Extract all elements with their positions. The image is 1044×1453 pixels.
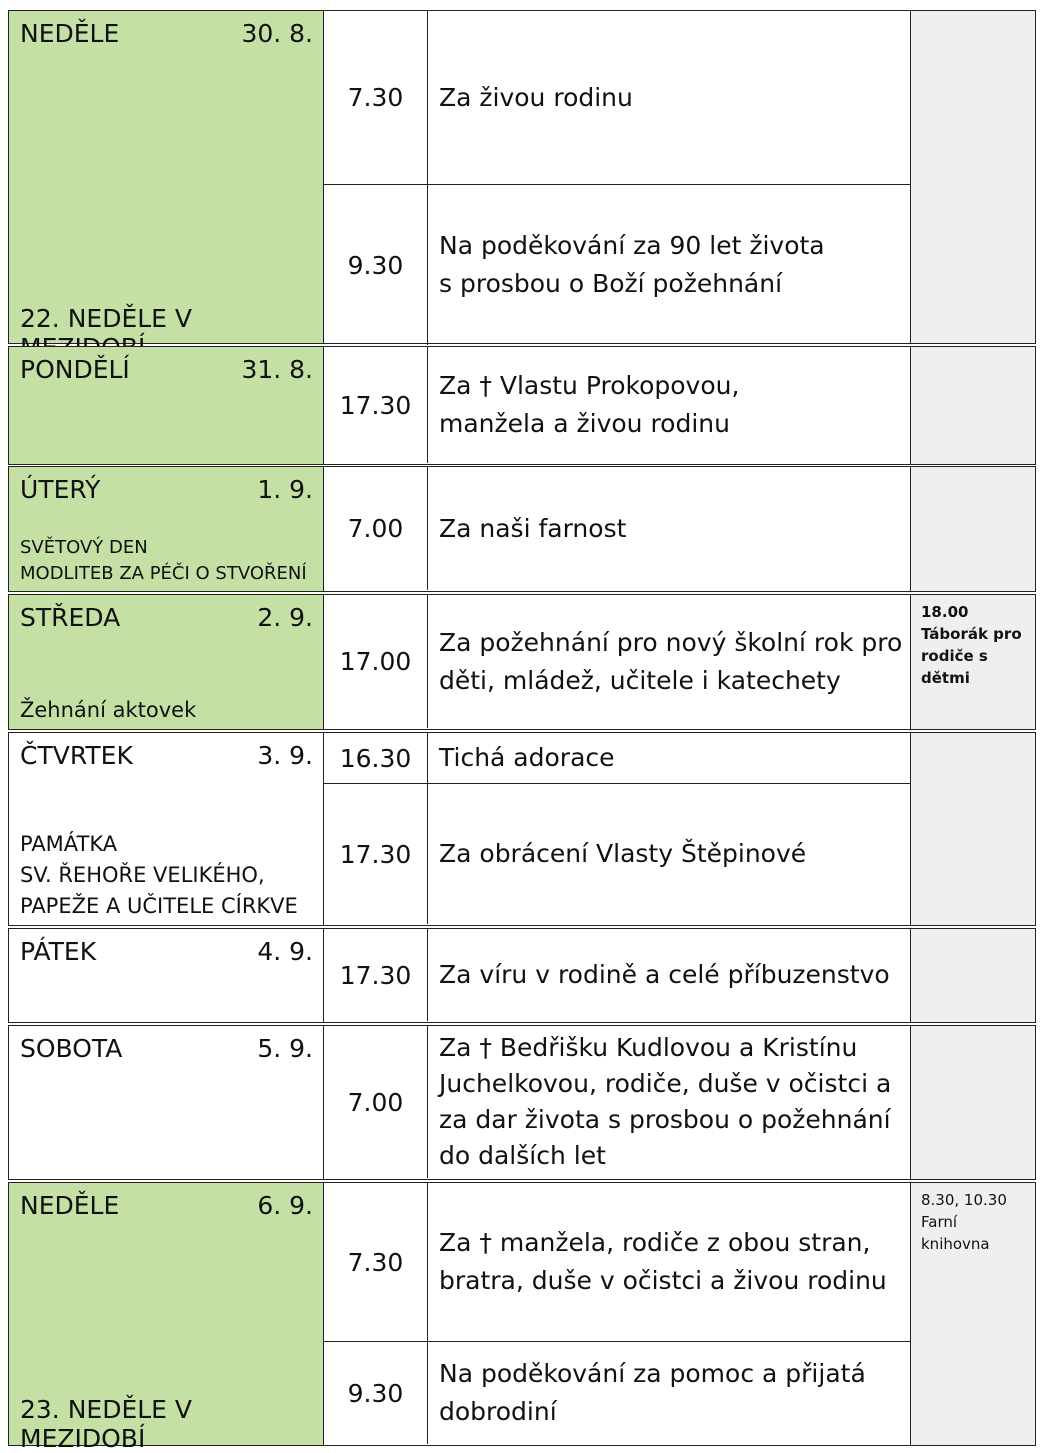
mass-time: 7.30 [324,11,428,184]
mass-intention: Za † Vlastu Prokopovou, manžela a živou rodinu [439,371,740,438]
note-cell [910,467,1035,591]
mass-time: 16.30 [324,733,428,783]
mass-intention: Za víru v rodině a celé příbuzenstvo [439,960,890,989]
day-date: 5. 9. [257,1034,313,1063]
mass-time: 7.00 [324,467,428,590]
day-block-saturday [8,1025,1036,1180]
day-cell [9,11,324,343]
day-cell [9,595,324,729]
day-name: ČTVRTEK [20,741,133,770]
day-date: 3. 9. [257,741,313,770]
day-block-wednesday [8,594,1036,730]
mass-intention: Za požehnání pro nový školní rok pro děti, mládež, učitele i katechety [439,627,903,695]
day-cell [9,733,324,925]
event-note: 18.00 Táborák pro rodiče s dětmi [921,603,1022,687]
note-cell [910,347,1035,464]
note-cell [910,929,1035,1022]
mass-time: 17.30 [324,783,428,924]
adoration-label: Tichá adorace [439,743,615,772]
day-cell [9,347,324,464]
day-block-sunday-6-9 [8,1182,1036,1453]
day-name: STŘEDA [20,603,121,632]
liturgical-title: SVĚTOVÝ DEN MODLITEB ZA PÉČI O STVOŘENÍ [20,537,307,584]
day-name: NEDĚLE [20,1191,120,1220]
day-name: PONDĚLÍ [20,355,130,384]
day-date: 1. 9. [257,475,313,504]
note-cell [910,1026,1035,1179]
day-name: NEDĚLE [20,19,120,48]
day-name: ÚTERÝ [20,475,101,504]
day-date: 31. 8. [241,355,313,384]
day-block-monday [8,346,1036,465]
mass-time: 7.30 [324,1183,428,1341]
mass-time: 17.00 [324,595,428,728]
mass-intention: Za živou rodinu [439,82,633,112]
mass-intention: Na poděkování za 90 let života s prosbou o Boží požehnání [428,184,910,345]
note-cell [910,595,1035,729]
liturgical-title: 23. NEDĚLE V MEZIDOBÍ [20,1395,193,1453]
day-date: 2. 9. [257,603,313,632]
mass-intention: Za † manžela, rodiče z obou stran, bratra, duše v očistci a živou rodinu [439,1228,887,1295]
mass-time: 9.30 [324,184,428,345]
day-cell [9,1026,324,1179]
mass-intention: Za obrácení Vlasty Štěpinové [428,783,910,924]
day-name: PÁTEK [20,937,97,966]
mass-intention: Za † Bedřišku Kudlovou a Kristínu Juchelkovou, rodiče, duše v očistci a za dar života s prosbou o požehnání do dalších let [439,1033,892,1170]
day-date: 6. 9. [257,1191,313,1220]
day-block-sunday-30-8 [8,10,1036,344]
liturgical-title: PAMÁTKA SV. ŘEHOŘE VELIKÉHO, PAPEŽE A UČITELE CÍRKVE [20,832,298,918]
day-cell [9,929,324,1022]
day-cell [9,467,324,591]
day-block-thursday [8,732,1036,926]
mass-time: 9.30 [324,1341,428,1444]
day-date: 30. 8. [241,19,313,48]
liturgical-title: 22. NEDĚLE V [20,304,193,333]
mass-intention: Za naši farnost [439,513,627,543]
day-date: 4. 9. [257,937,313,966]
mass-time: 17.30 [324,347,428,463]
day-name: SOBOTA [20,1034,123,1063]
note-cell [910,1183,1035,1445]
liturgical-title: Žehnání aktovek [20,698,197,722]
note-cell [910,733,1035,925]
day-block-tuesday [8,466,1036,592]
event-note: 8.30, 10.30 Farní knihovna [921,1191,1007,1253]
mass-intention: Na poděkování za pomoc a přijatá dobrodiní [428,1341,910,1444]
note-cell [910,11,1035,343]
mass-time: 7.00 [324,1026,428,1178]
mass-time: 17.30 [324,929,428,1021]
day-cell [9,1183,324,1453]
day-block-friday [8,928,1036,1023]
